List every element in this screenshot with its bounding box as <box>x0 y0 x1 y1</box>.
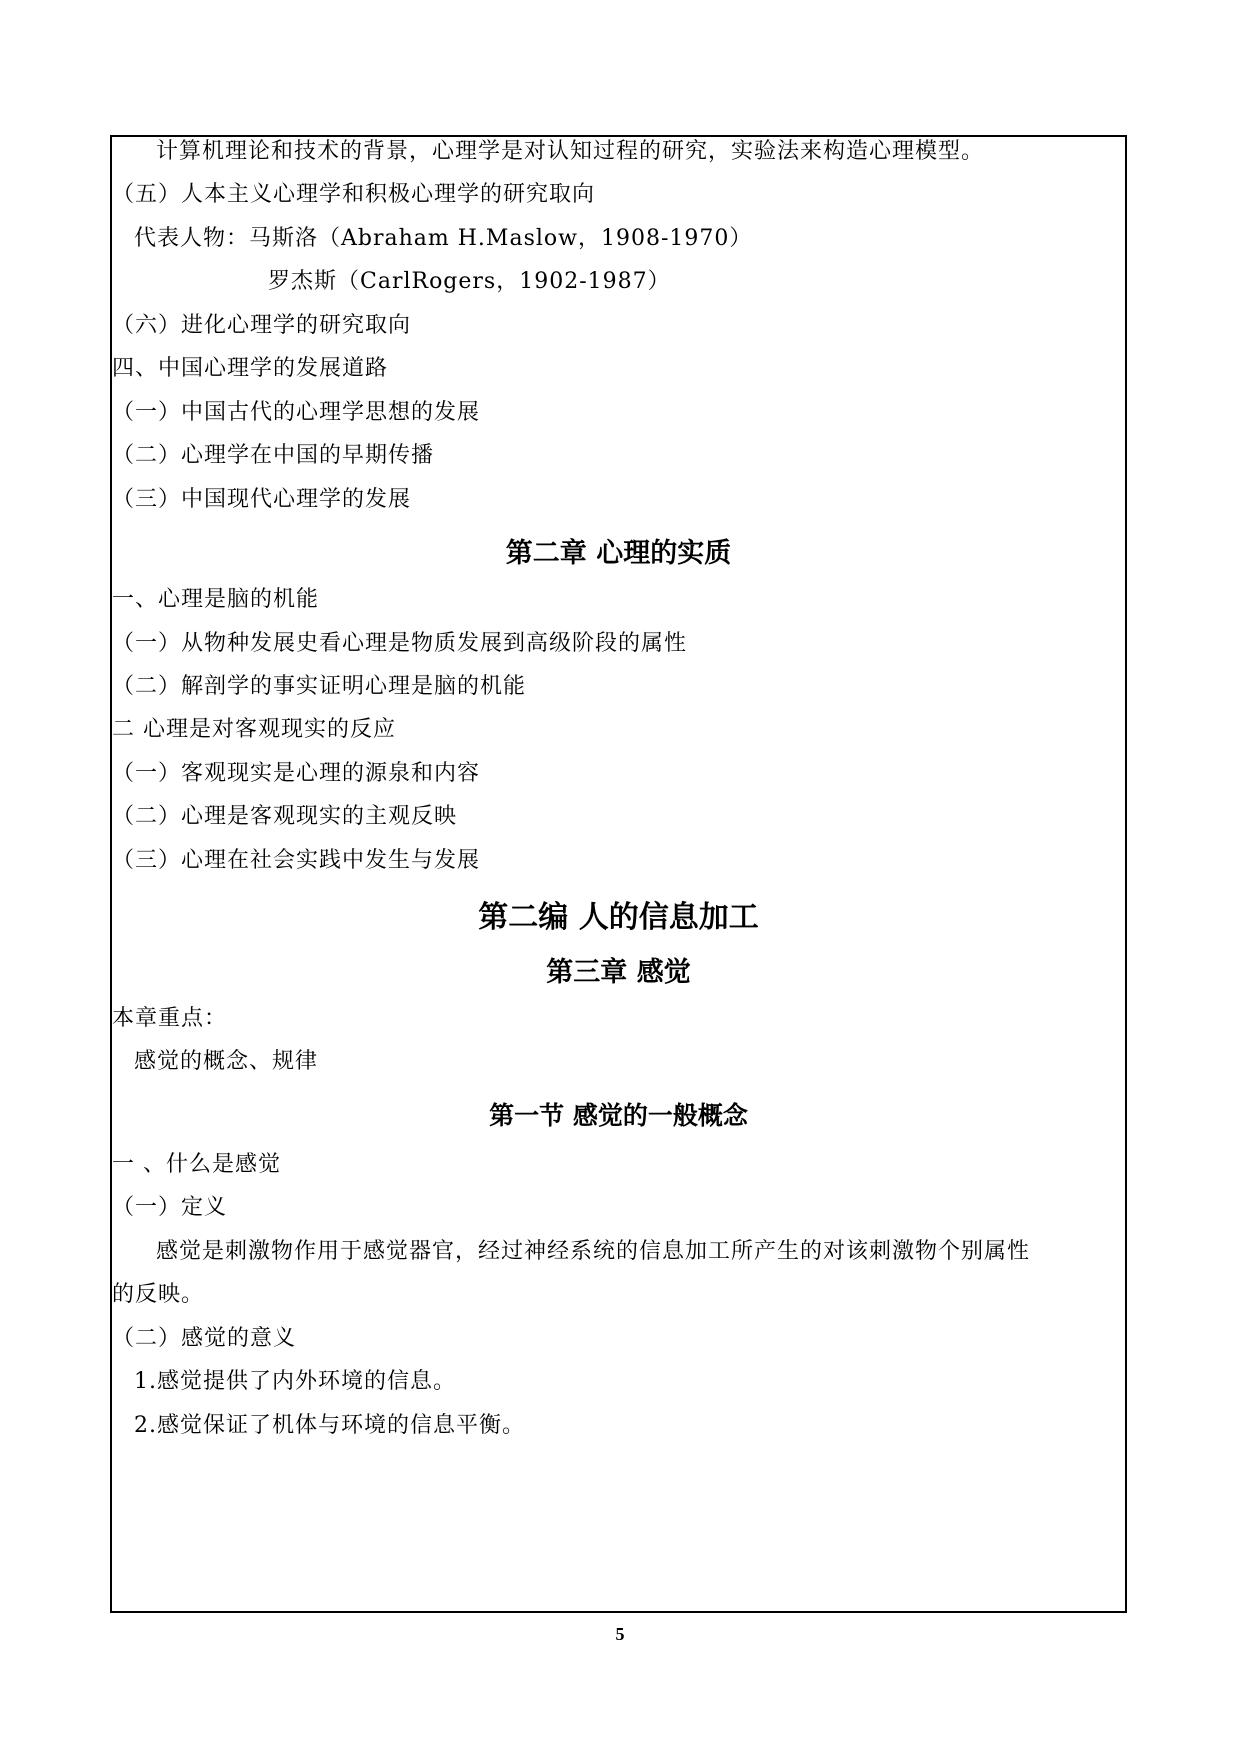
page-number: 5 <box>615 1624 625 1644</box>
subheading-line: （二）解剖学的事实证明心理是脑的机能 <box>112 674 527 699</box>
list-item: 2.感觉保证了机体与环境的信息平衡。 <box>134 1413 525 1438</box>
text-line: 感觉的概念、规律 <box>134 1049 319 1074</box>
chapter-heading: 第三章 感觉 <box>546 957 691 988</box>
subheading-line: （一）客观现实是心理的源泉和内容 <box>112 761 481 786</box>
section-line: 一 、什么是感觉 <box>112 1152 281 1177</box>
section-line: 一、心理是脑的机能 <box>112 587 320 612</box>
text-line: 的反映。 <box>112 1282 205 1307</box>
chapter-heading: 第二章 心理的实质 <box>505 538 732 569</box>
text-line: 感觉是刺激物作用于感觉器官，经过神经系统的信息加工所产生的对该刺激物个别属性 <box>156 1239 1031 1264</box>
subheading-line: （二）感觉的意义 <box>112 1326 297 1351</box>
subheading-line: （一）中国古代的心理学思想的发展 <box>112 400 481 425</box>
subheading-line: （一）从物种发展史看心理是物质发展到高级阶段的属性 <box>112 631 688 656</box>
list-item: 1.感觉提供了内外环境的信息。 <box>134 1369 456 1394</box>
section-heading: 第一节 感觉的一般概念 <box>489 1101 748 1130</box>
subheading-line: （一）定义 <box>112 1195 228 1220</box>
text-line: 代表人物：马斯洛（Abraham H.Maslow，1908-1970） <box>134 226 753 251</box>
subheading-line: （二）心理是客观现实的主观反映 <box>112 804 458 829</box>
content-frame <box>110 135 1127 1613</box>
section-line: 四、中国心理学的发展道路 <box>112 356 389 381</box>
label-line: 本章重点： <box>112 1006 228 1031</box>
subheading-line: （二）心理学在中国的早期传播 <box>112 443 435 468</box>
subheading-line: （三）心理在社会实践中发生与发展 <box>112 848 481 873</box>
text-line: 罗杰斯（CarlRogers，1902-1987） <box>268 269 671 294</box>
part-heading: 第二编 人的信息加工 <box>478 900 759 935</box>
section-line: 二 心理是对客观现实的反应 <box>112 717 396 742</box>
subheading-line: （六）进化心理学的研究取向 <box>112 313 412 338</box>
subheading-line: （三）中国现代心理学的发展 <box>112 487 412 512</box>
text-line: 计算机理论和技术的背景，心理学是对认知过程的研究，实验法来构造心理模型。 <box>156 139 985 164</box>
subheading-line: （五）人本主义心理学和积极心理学的研究取向 <box>112 182 596 207</box>
